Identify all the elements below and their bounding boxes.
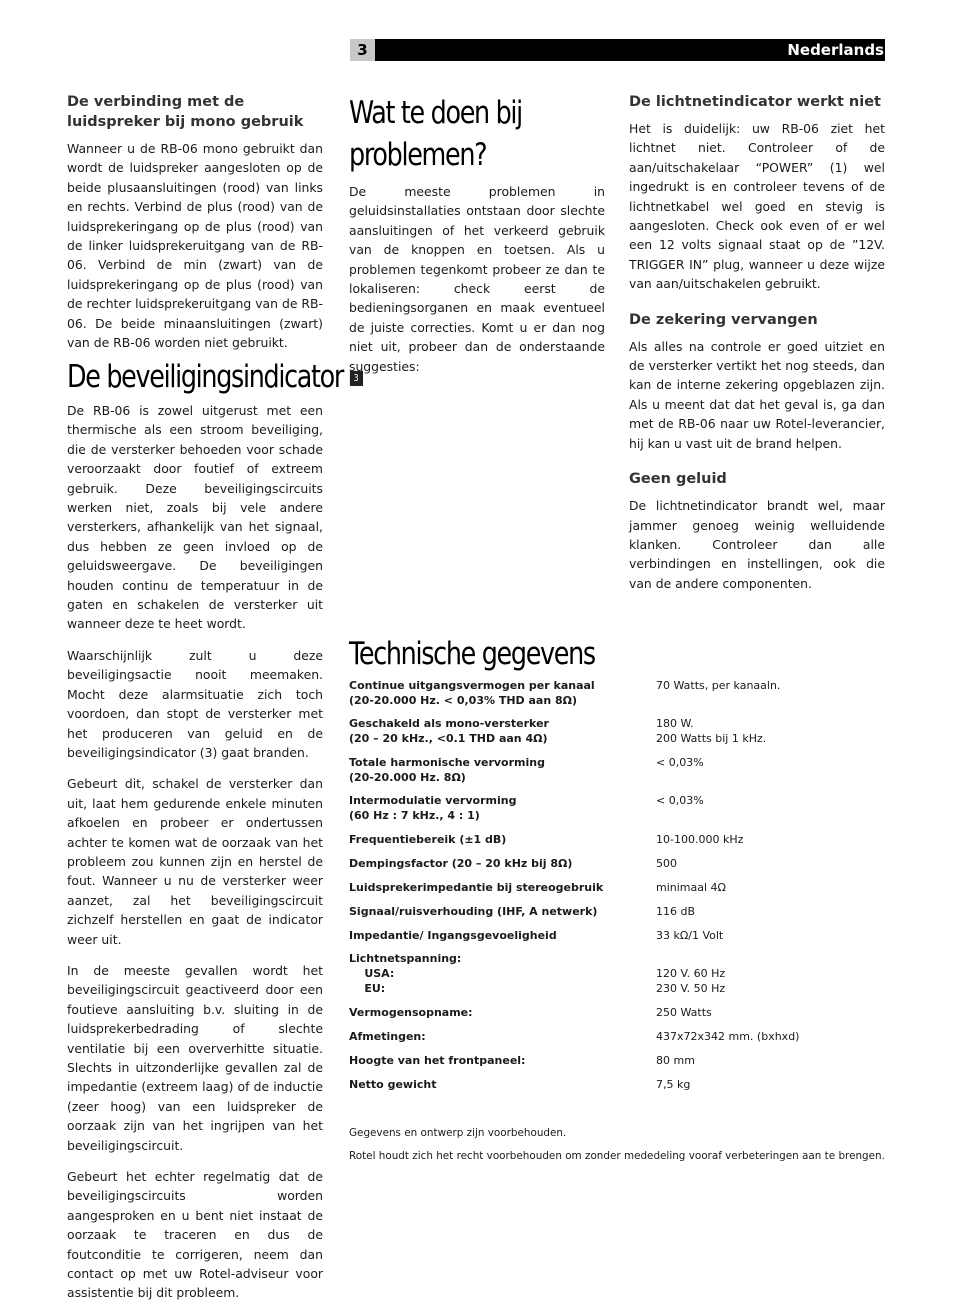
spec-label: Dempingsfactor (20 – 20 kHz bij 8Ω) bbox=[349, 857, 573, 870]
no-sound-text: De lichtnetindicator brandt wel, maar jammer genoeg weinig welluidende klanken. Controleer dan alle verbindingen en instellingen, ook die van de andere componenten. bbox=[629, 498, 885, 591]
column-3 bbox=[629, 92, 885, 605]
fuse-text: Als alles na controle er goed uitziet en de versterker vertikt het nog steeds, dan kan de interne zekering opgeblazen zijn. Als u meent dat dat het geval is, ga dan met de RB-06 naar uw Rotel-leverancier, hij kan u vast uit de brand helpen. bbox=[629, 338, 885, 451]
spec-label: Vermogensopname: bbox=[349, 1006, 473, 1019]
spec-label: Frequentiebereik (±1 dB) bbox=[349, 833, 507, 846]
spec-value: 70 Watts, per kanaaln. bbox=[656, 679, 781, 692]
spec-value: 250 Watts bbox=[656, 1006, 712, 1019]
spec-value: 120 V. 60 Hz 230 V. 50 Hz bbox=[656, 967, 726, 995]
protection-section bbox=[67, 356, 359, 398]
mono-text: Wanneer u de RB-06 mono gebruikt dan wordt de luidspreker aangesloten op de beide plusaansluitingen (rood) van links en rechts. Verbind de plus (rood) van de luidsprekeringang op de plus (rood) van de linker luidsprekeruitgang van de RB-06. Verbind de min (zwart) van de luidsprekeringang op de plus (rood) van de rechter luidsprekeruitgang van de RB-06. De beide minaansluitingen (zwart) van de RB-06 worden niet gebruikt. bbox=[67, 141, 323, 351]
spec-label: Totale harmonische vervorming (20-20.000 Hz. 8Ω) bbox=[349, 756, 545, 784]
spec-note-2: Rotel houdt zich het recht voorbehouden om zonder mededeling vooraf verbeteringen aan te brengen. bbox=[349, 1150, 885, 1162]
fuse-heading: De zekering vervangen bbox=[629, 311, 818, 328]
protection-body bbox=[67, 401, 323, 1315]
protection-p1: De RB-06 is zowel uitgerust met een thermische als een stroom beveiliging, die de versterker behoeden voor schade veroorzaakt door foutief of extreem gebruik. Deze beveiligingscircuits werken niet, zoals bij vele andere versterkers, afhankelijk van het signaal, dus hebben ze geen invloed op de geluidsweergave. De beveiligingen houden continu de temperatuur in de gaten en schakelen de versterker uit wanneer deze te heet wordt. bbox=[67, 403, 323, 632]
spec-value: 116 dB bbox=[656, 905, 696, 918]
spec-value: 500 bbox=[656, 857, 677, 870]
problems-title-line2: problemen? bbox=[349, 137, 487, 173]
mono-heading: De verbinding met de luidspreker bij mono gebruik bbox=[67, 94, 304, 130]
spec-value: < 0,03% bbox=[656, 756, 704, 769]
spec-label: Hoogte van het frontpaneel: bbox=[349, 1054, 526, 1067]
spec-value: 437x72x342 mm. (bxhxd) bbox=[656, 1030, 800, 1043]
spec-value: < 0,03% bbox=[656, 794, 704, 807]
spec-label: Continue uitgangsvermogen per kanaal (20-20.000 Hz. < 0,03% THD aan 8Ω) bbox=[349, 679, 595, 707]
spec-label: Intermodulatie vervorming (60 Hz : 7 kHz., 4 : 1) bbox=[349, 794, 517, 822]
specs-section bbox=[349, 633, 889, 675]
spec-value: 180 W. 200 Watts bij 1 kHz. bbox=[656, 717, 767, 745]
spec-value: 80 mm bbox=[656, 1054, 695, 1067]
spec-label: Netto gewicht bbox=[349, 1078, 437, 1091]
spec-value: 10-100.000 kHz bbox=[656, 833, 744, 846]
power-indicator-text: Het is duidelijk: uw RB-06 ziet het lichtnet niet. Controleer of de aan/uitschakelaar “POWER” (1) wel ingedrukt is en controleer tevens of de lichtnetkabel wel goed en stevig is aangesloten. Check ook even of er wel een 12 volts signaal staat op de ”12V. TRIGGER IN” plug, wanneer u deze wijze van aan/uitschakelen gebruikt. bbox=[629, 121, 885, 292]
specs-title: Technische gegevens bbox=[349, 636, 595, 672]
spec-label: Signaal/ruisverhouding (IHF, A netwerk) bbox=[349, 905, 598, 918]
spec-label: Lichtnetspanning: USA: EU: bbox=[349, 952, 462, 995]
spec-label: Luidsprekerimpedantie bij stereogebruik bbox=[349, 881, 604, 894]
protection-p2: Waarschijnlijk zult u deze beveiligingsactie nooit meemaken. Mocht deze alarmsituatie zich toch voordoen, dan stopt de versterker met het produceren van geluid en de beveiligingsindicator (3) gaat branden. bbox=[67, 647, 323, 760]
spec-value: minimaal 4Ω bbox=[656, 881, 726, 894]
protection-badge: 3 bbox=[350, 371, 363, 386]
spec-value: 7,5 kg bbox=[656, 1078, 691, 1091]
spec-label: Impedantie/ Ingangsgevoeligheid bbox=[349, 929, 557, 942]
protection-p5: Gebeurt het echter regelmatig dat de beveiligingscircuits worden aangesproken en u bent niet instaat de oorzaak te traceren en dus de foutconditie te corrigeren, neem dan contact op met uw Rotel-adviseur voor assistentie bij dit probleem. bbox=[67, 1169, 323, 1301]
spec-note-1: Gegevens en ontwerp zijn voorbehouden. bbox=[349, 1127, 567, 1139]
column-2 bbox=[349, 92, 605, 388]
spec-label: Afmetingen: bbox=[349, 1030, 426, 1043]
spec-value: 33 kΩ/1 Volt bbox=[656, 929, 724, 942]
column-1 bbox=[67, 92, 323, 364]
problems-text: De meeste problemen in geluidsinstallaties ontstaan door slechte aansluitingen of het verkeerd gebruik van de knoppen en toetsen. Als u problemen tegenkomt probeer ze dan te lokaliseren: check eerst de bedieningsorganen en maak eventueel de juiste correcties. Komt u er dan nog niet uit, probeer dan de onderstaande suggesties: bbox=[349, 184, 605, 374]
problems-title-line1: Wat te doen bij bbox=[349, 95, 522, 131]
protection-p4: In de meeste gevallen wordt het beveiligingscircuit geactiveerd door een foutieve aansluiting b.v. sluiting in de luidsprekerbedrading of slechte ventilatie bij een oververhitte situatie. Slechts in uitzonderlijke gevallen zal de impedantie (extreem laag) of de inductie (zeer hoog) van een luidspreker de oorzaak zijn van het ingrijpen van het beveiligingscircuit. bbox=[67, 962, 323, 1153]
language-label: Nederlands bbox=[787, 41, 884, 59]
page-number: 3 bbox=[350, 39, 375, 61]
power-indicator-heading: De lichtnetindicator werkt niet bbox=[629, 94, 881, 110]
no-sound-heading: Geen geluid bbox=[629, 471, 727, 488]
spec-label: Geschakeld als mono-versterker (20 – 20 kHz., <0.1 THD aan 4Ω) bbox=[349, 717, 549, 745]
protection-p3: Gebeurt dit, schakel de versterker dan uit, laat hem gedurende enkele minuten afkoelen en probeer er ondertussen achter te komen wat de oorzaak van het probleem zou kunnen zijn en herstel de fout. Wanneer u nu de versterker weer aanzet, zal het beveiligingscircuit zichzelf herstellen en gaat de indicator weer uit. bbox=[67, 776, 323, 947]
protection-title: De beveiligingsindicator 3 bbox=[67, 356, 277, 398]
